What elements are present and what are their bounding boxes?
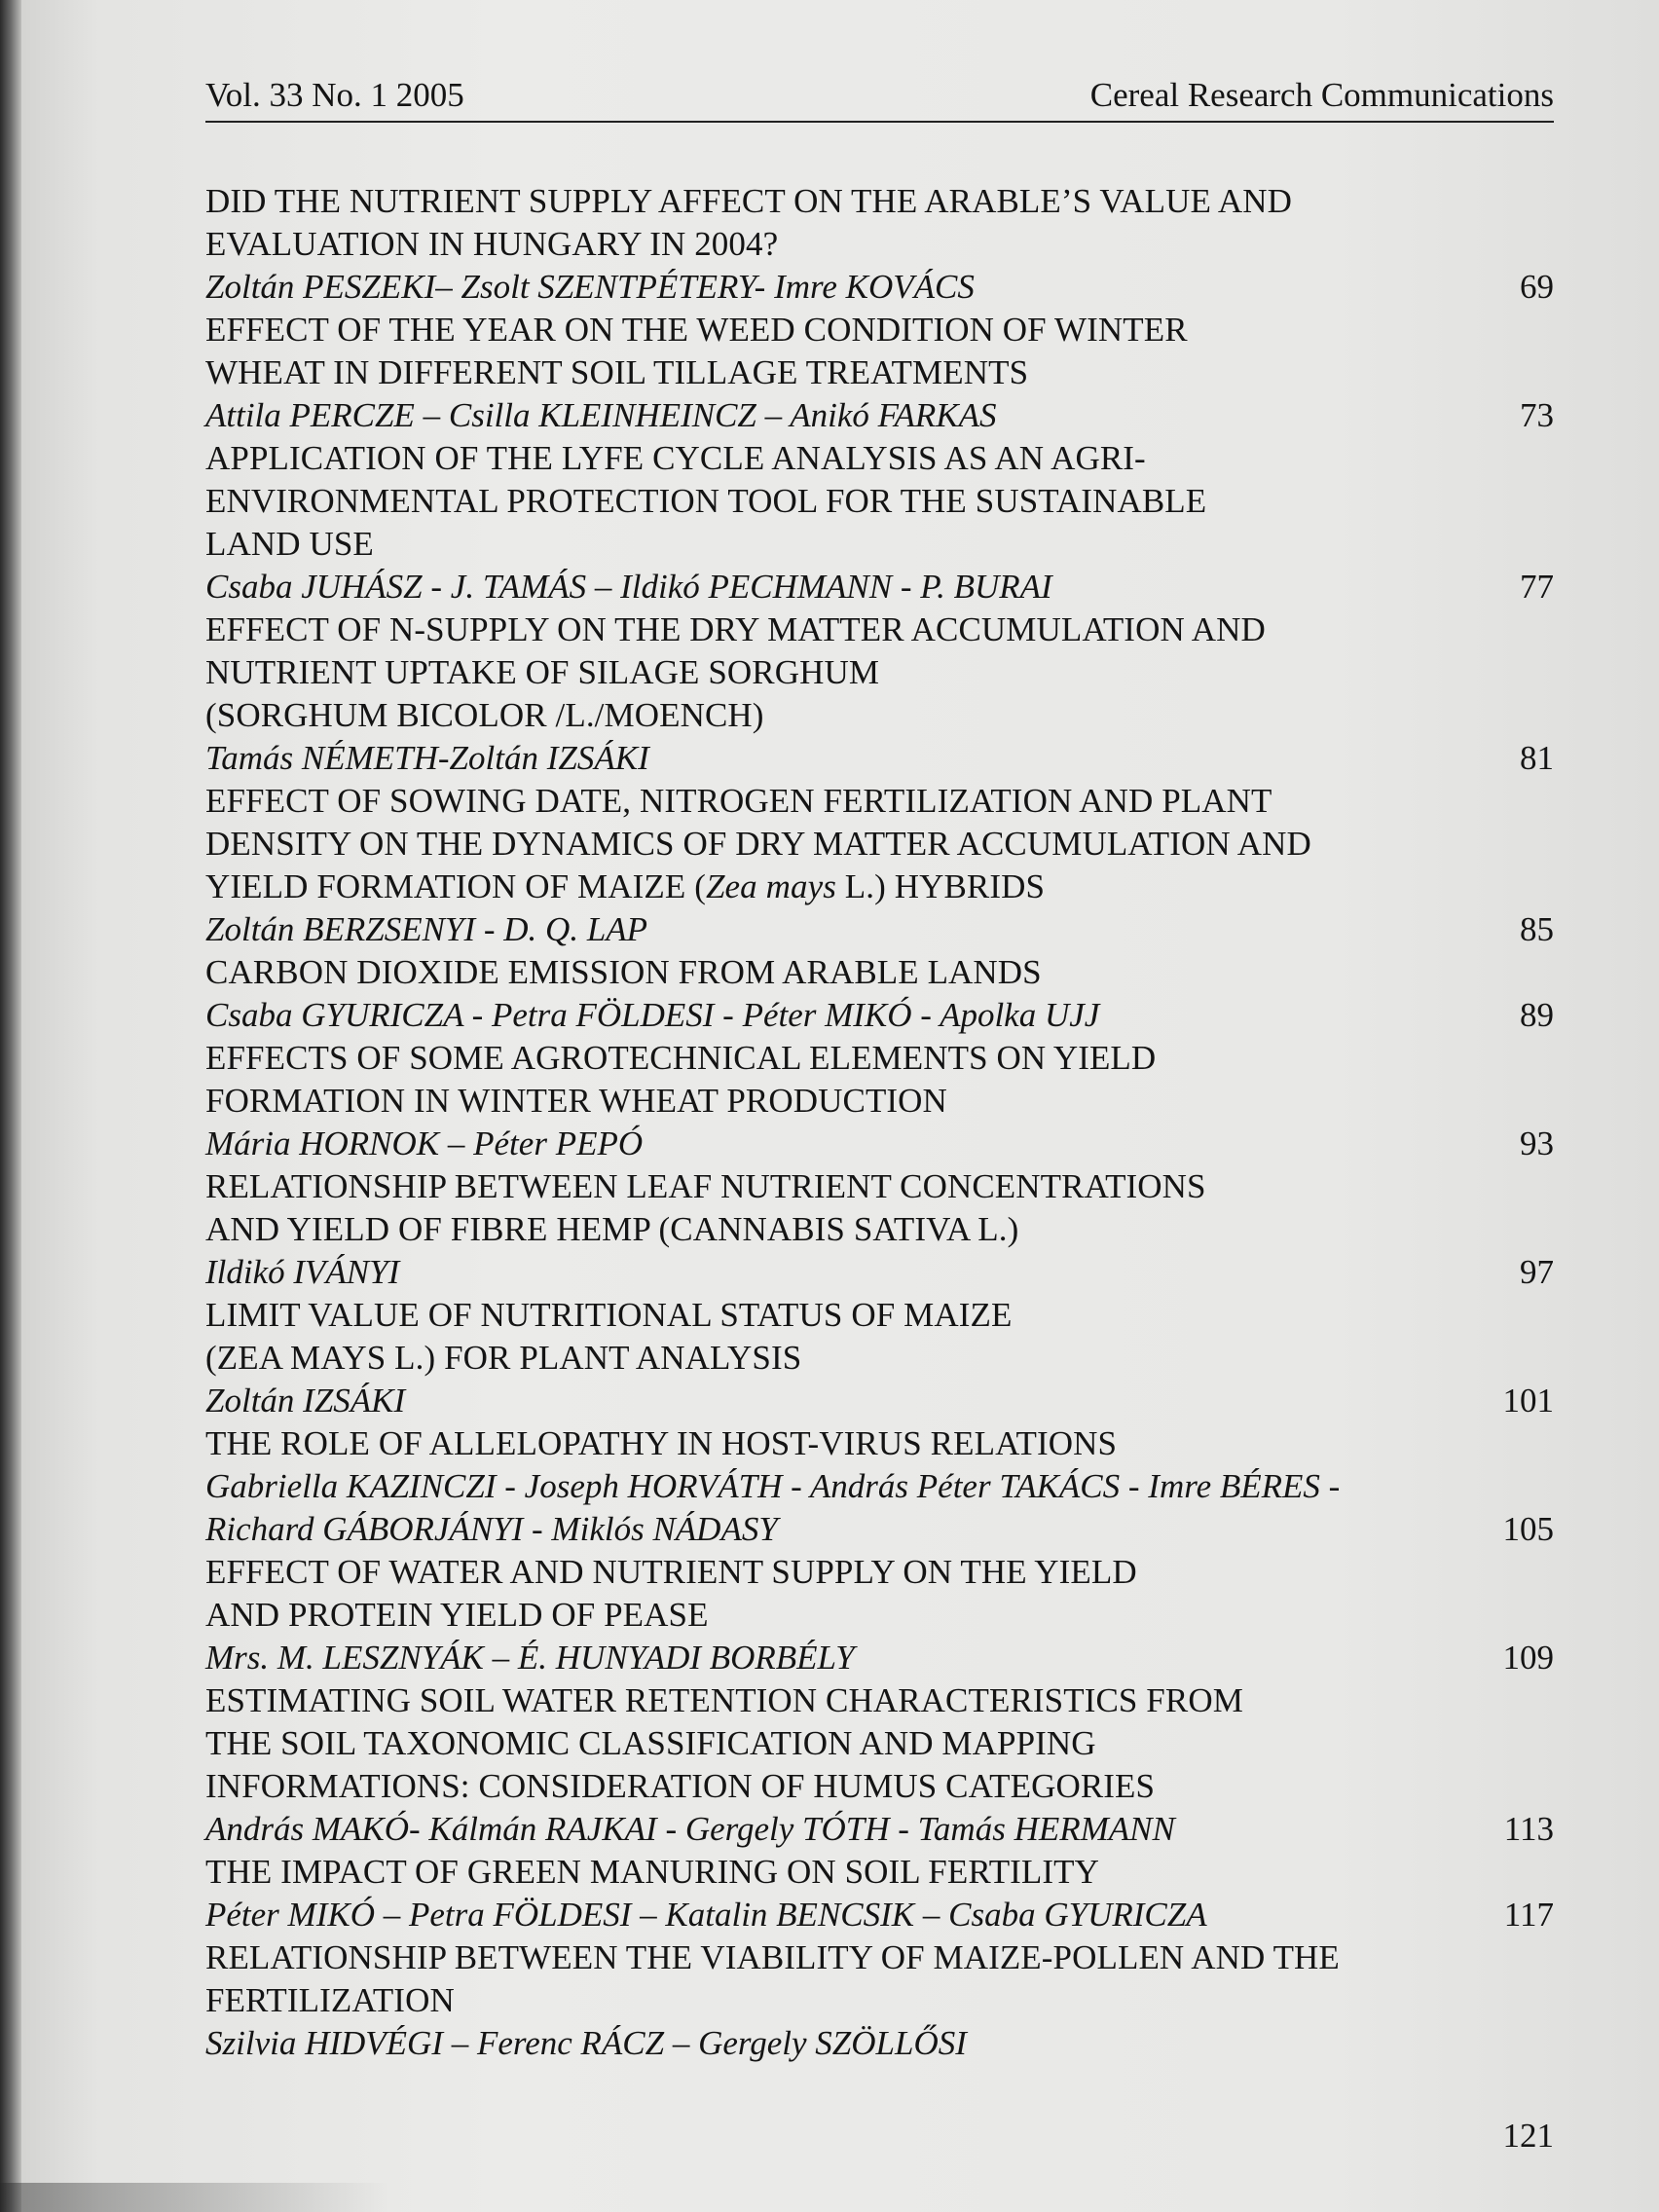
article-title-line: FORMATION IN WINTER WHEAT PRODUCTION: [205, 1082, 947, 1120]
toc-entry: [205, 1037, 1554, 1165]
toc-entry: [205, 1422, 1554, 1551]
article-title-line: NUTRIENT UPTAKE OF SILAGE SORGHUM: [205, 653, 880, 691]
article-title-line: ENVIRONMENTAL PROTECTION TOOL FOR THE SUSTAINABLE: [205, 482, 1207, 520]
article-authors: [205, 1380, 1554, 1422]
article-page-number: 73: [1520, 396, 1554, 434]
authors-text: Zoltán BERZSENYI - D. Q. LAP: [205, 910, 648, 948]
toc-entry: [205, 1551, 1554, 1679]
volume-issue: Vol. 33 No. 1 2005: [205, 76, 464, 114]
article-page-number: 113: [1503, 1810, 1554, 1848]
toc-entry: [205, 437, 1554, 608]
article-authors: [205, 1123, 1554, 1165]
authors-text: Gabriella KAZINCZI - Joseph HORVÁTH - András Péter TAKÁCS - Imre BÉRES -: [205, 1467, 1341, 1505]
authors-text: Szilvia HIDVÉGI – Ferenc RÁCZ – Gergely SZÖLLŐSI: [205, 2024, 967, 2062]
authors-text: Csaba JUHÁSZ - J. TAMÁS – Ildikó PECHMANN - P. BURAI: [205, 568, 1052, 606]
toc-entry: [205, 309, 1554, 437]
article-title-line: APPLICATION OF THE LYFE CYCLE ANALYSIS AS AN AGRI-: [205, 439, 1146, 477]
toc-entry: [205, 780, 1554, 951]
article-title-line: EFFECT OF THE YEAR ON THE WEED CONDITION OF WINTER: [205, 311, 1188, 349]
article-title-line: (ZEA MAYS L.) FOR PLANT ANALYSIS: [205, 1339, 802, 1377]
book-spine-shadow: [0, 0, 21, 2212]
article-page-number: 93: [1520, 1124, 1554, 1162]
article-authors: [205, 1808, 1554, 1851]
article-title-line: [205, 866, 1554, 908]
article-page-number: 97: [1520, 1253, 1554, 1291]
article-title-line: INFORMATIONS: CONSIDERATION OF HUMUS CATEGORIES: [205, 1767, 1156, 1805]
authors-text: Attila PERCZE – Csilla KLEINHEINCZ – Anikó FARKAS: [205, 396, 997, 434]
toc-entry: [205, 951, 1554, 1037]
article-page-number: 89: [1520, 996, 1554, 1034]
article-title-line: AND PROTEIN YIELD OF PEASE: [205, 1596, 709, 1634]
article-title-line: EFFECT OF WATER AND NUTRIENT SUPPLY ON THE YIELD: [205, 1553, 1137, 1591]
article-title-line: (SORGHUM BICOLOR /L./MOENCH): [205, 696, 764, 734]
article-title-line: EFFECT OF N-SUPPLY ON THE DRY MATTER ACCUMULATION AND: [205, 610, 1266, 648]
page-number: 121: [1502, 2117, 1554, 2155]
article-authors: [205, 1894, 1554, 1936]
article-authors: [205, 566, 1554, 608]
article-authors: [205, 394, 1554, 437]
toc-entry: [205, 1165, 1554, 1294]
watermark-strip: [0, 2183, 389, 2212]
article-title-line: LIMIT VALUE OF NUTRITIONAL STATUS OF MAIZE: [205, 1296, 1013, 1334]
article-title-line: THE IMPACT OF GREEN MANURING ON SOIL FERTILITY: [205, 1853, 1100, 1891]
article-authors: [205, 266, 1554, 309]
article-authors: [205, 2022, 1554, 2065]
article-title-line: EFFECTS OF SOME AGROTECHNICAL ELEMENTS ON YIELD: [205, 1039, 1157, 1077]
toc-entry: [205, 1851, 1554, 1936]
article-page-number: 117: [1503, 1896, 1554, 1934]
toc-entry: [205, 1679, 1554, 1851]
article-title-line: DENSITY ON THE DYNAMICS OF DRY MATTER ACCUMULATION AND: [205, 825, 1311, 863]
authors-text: Zoltán PESZEKI– Zsolt SZENTPÉTERY- Imre KOVÁCS: [205, 268, 975, 306]
article-authors: [205, 737, 1554, 780]
article-authors: [205, 1251, 1554, 1294]
article-authors: [205, 994, 1554, 1037]
table-of-contents: [205, 180, 1554, 2065]
title-fragment: YIELD FORMATION OF MAIZE (: [205, 867, 706, 905]
authors-text: Péter MIKÓ – Petra FÖLDESI – Katalin BENCSIK – Csaba GYURICZA: [205, 1896, 1207, 1934]
article-page-number: 85: [1520, 910, 1554, 948]
article-authors: [205, 1508, 1554, 1551]
article-title-line: WHEAT IN DIFFERENT SOIL TILLAGE TREATMENTS: [205, 353, 1029, 391]
article-authors: [205, 1637, 1554, 1679]
article-title-line: DID THE NUTRIENT SUPPLY AFFECT ON THE ARABLE’S VALUE AND: [205, 182, 1293, 220]
article-title-line: FERTILIZATION: [205, 1981, 455, 2019]
running-header: [205, 70, 1554, 123]
article-title-line: EFFECT OF SOWING DATE, NITROGEN FERTILIZATION AND PLANT: [205, 782, 1272, 820]
species-name: Zea mays: [705, 867, 836, 905]
article-title-line: ESTIMATING SOIL WATER RETENTION CHARACTERISTICS FROM: [205, 1681, 1243, 1719]
article-page-number: 109: [1502, 1639, 1554, 1677]
journal-title: Cereal Research Communications: [1089, 76, 1554, 114]
authors-text: Tamás NÉMETH-Zoltán IZSÁKI: [205, 739, 649, 777]
article-page-number: 69: [1520, 268, 1554, 306]
article-page-number: 101: [1502, 1382, 1554, 1419]
article-title-line: RELATIONSHIP BETWEEN THE VIABILITY OF MAIZE-POLLEN AND THE: [205, 1938, 1340, 1976]
article-title-line: LAND USE: [205, 525, 374, 563]
article-authors: [205, 908, 1554, 951]
toc-entry: [205, 180, 1554, 309]
authors-text: Mária HORNOK – Péter PEPÓ: [205, 1124, 644, 1162]
article-title-line: AND YIELD OF FIBRE HEMP (CANNABIS SATIVA L.): [205, 1210, 1019, 1248]
toc-entry: [205, 1294, 1554, 1422]
article-title-line: THE SOIL TAXONOMIC CLASSIFICATION AND MAPPING: [205, 1724, 1096, 1762]
article-page-number: 105: [1502, 1510, 1554, 1548]
article-page-number: 77: [1520, 568, 1554, 606]
article-authors: [205, 1465, 1554, 1508]
authors-text: Richard GÁBORJÁNYI - Miklós NÁDASY: [205, 1510, 778, 1548]
article-page-number: 81: [1520, 739, 1554, 777]
toc-entry: [205, 1936, 1554, 2065]
authors-text: Mrs. M. LESZNYÁK – É. HUNYADI BORBÉLY: [205, 1639, 855, 1677]
article-title-line: CARBON DIOXIDE EMISSION FROM ARABLE LANDS: [205, 953, 1042, 991]
toc-entry: [205, 608, 1554, 780]
article-title-line: RELATIONSHIP BETWEEN LEAF NUTRIENT CONCENTRATIONS: [205, 1167, 1206, 1205]
article-title-line: THE ROLE OF ALLELOPATHY IN HOST-VIRUS RELATIONS: [205, 1424, 1118, 1462]
authors-text: Zoltán IZSÁKI: [205, 1382, 406, 1419]
title-fragment: L.) HYBRIDS: [835, 867, 1046, 905]
authors-text: Ildikó IVÁNYI: [205, 1253, 400, 1291]
authors-text: András MAKÓ- Kálmán RAJKAI - Gergely TÓTH - Tamás HERMANN: [205, 1810, 1175, 1848]
article-title-line: EVALUATION IN HUNGARY IN 2004?: [205, 225, 779, 263]
authors-text: Csaba GYURICZA - Petra FÖLDESI - Péter MIKÓ - Apolka UJJ: [205, 996, 1100, 1034]
